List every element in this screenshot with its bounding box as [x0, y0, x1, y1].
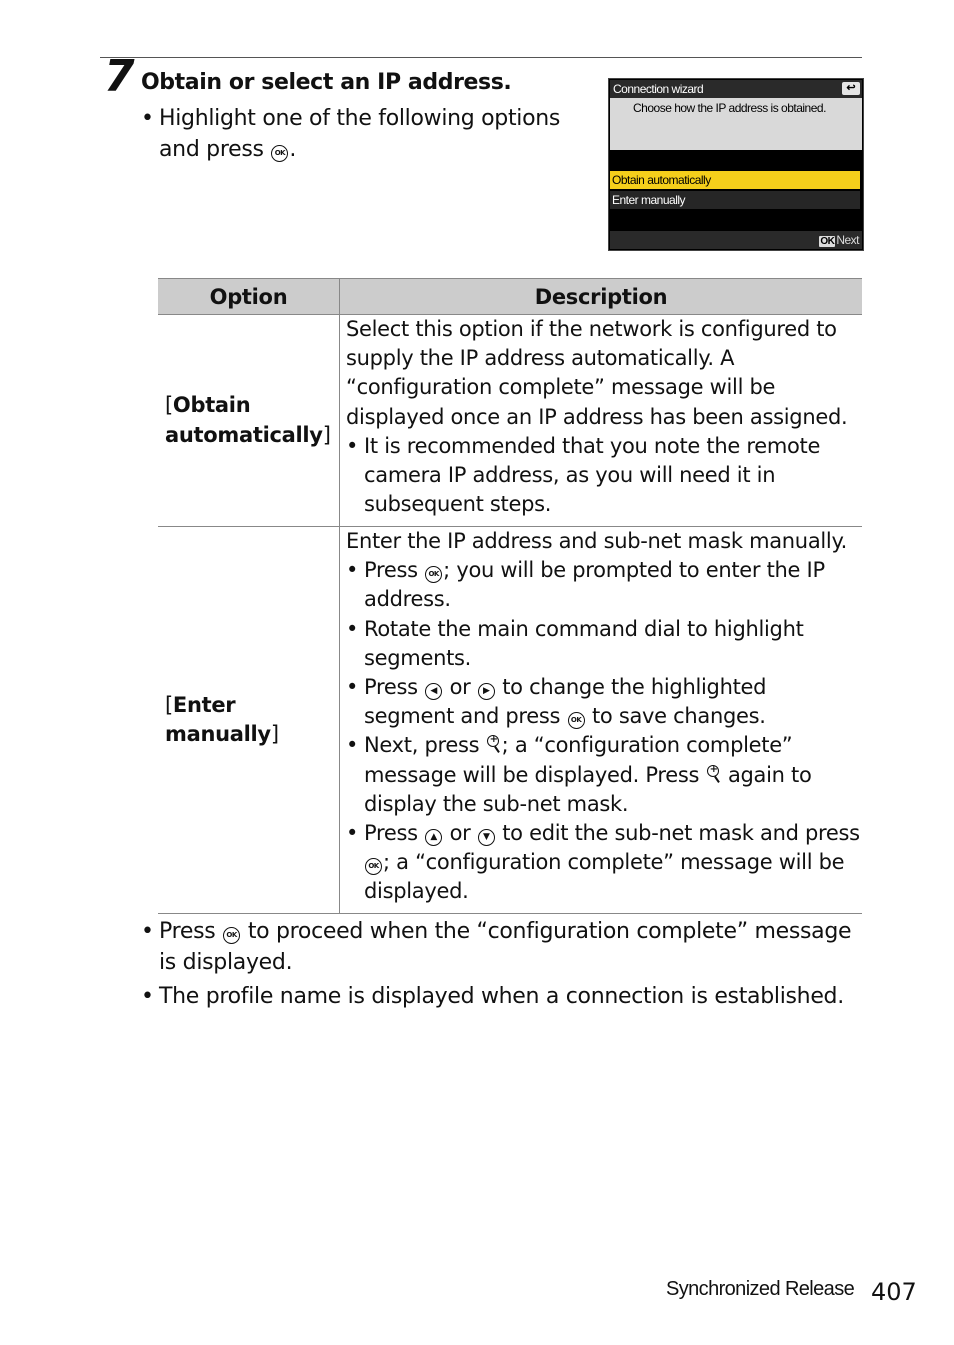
next-hint: OK Next — [820, 233, 859, 247]
options-table — [158, 278, 862, 914]
camera-title: Connection wizard — [613, 82, 704, 96]
ok-button-icon: OK — [271, 145, 288, 162]
camera-screen — [608, 78, 864, 251]
back-icon: ↩ — [842, 82, 860, 95]
list-item: • Press OK ; you will be prompted to enter the IP address. — [346, 558, 825, 612]
ok-button-icon: OK — [223, 927, 240, 944]
page-number: 407 — [871, 1278, 917, 1306]
list-item: • Next, press + ; a “configuration complete” message will be displayed. Press + again to display the sub-net mask. — [346, 733, 812, 816]
table-row — [158, 527, 862, 914]
intro-bullet: • Highlight one of the following options and press OK . — [141, 106, 561, 162]
list-item: • Rotate the main command dial to highlight segments. — [346, 616, 804, 670]
step-title: Obtain or select an IP address. — [141, 70, 512, 95]
ok-button-icon: OK — [365, 858, 382, 875]
table-row — [158, 315, 862, 527]
multi-selector-left-icon: ◀ — [425, 683, 442, 700]
zoom-in-button-icon: + — [707, 764, 721, 784]
list-item: • It is recommended that you note the remote camera IP address, as you will need it in subsequent steps. — [346, 433, 821, 517]
section-name: Synchronized Release — [666, 1278, 855, 1300]
camera-footer — [610, 231, 862, 249]
step-intro — [141, 103, 581, 165]
camera-option-enter-manually[interactable]: Enter manually — [610, 191, 860, 209]
camera-message: Choose how the IP address is obtained. — [610, 98, 862, 150]
description-cell — [340, 315, 863, 527]
zoom-in-button-icon: + — [487, 734, 501, 754]
top-rule — [100, 57, 862, 58]
list-item: • Press ▲ or ▼ to edit the sub-net mask and press OK ; a “configuration complete” message will be displayed. — [346, 821, 860, 904]
column-header-description: Description — [340, 279, 863, 315]
closing-notes — [141, 916, 863, 1015]
option-cell: [Obtain automatically] — [158, 315, 340, 527]
list-item: • Press OK to proceed when the “configuration complete” message is displayed. — [141, 919, 852, 975]
ok-button-icon: OK — [425, 566, 442, 583]
step-number: 7 — [104, 51, 135, 102]
list-item: • Press ◀ or ▶ to change the highlighted segment and press OK to save changes. — [346, 675, 767, 729]
column-header-option: Option — [158, 279, 340, 315]
camera-option-obtain-automatically[interactable]: Obtain automatically — [610, 171, 860, 189]
description-text: Enter the IP address and sub-net mask manually. — [346, 529, 847, 553]
multi-selector-down-icon: ▼ — [478, 829, 495, 846]
table-header-row — [158, 279, 862, 315]
multi-selector-right-icon: ▶ — [478, 683, 495, 700]
description-cell — [340, 527, 863, 914]
list-item: • The profile name is displayed when a connection is established. — [141, 984, 844, 1009]
option-name: Obtain automatically — [165, 393, 323, 447]
option-cell: [Enter manually] — [158, 527, 340, 914]
option-name: Enter manually — [165, 692, 271, 746]
description-text: Select this option if the network is configured to supply the IP address automatically. A “configuration complete” message will be displayed once an IP address has been assigned. — [346, 317, 848, 429]
camera-header — [610, 80, 862, 98]
ok-badge-icon: OK — [820, 236, 835, 247]
multi-selector-up-icon: ▲ — [425, 829, 442, 846]
ok-button-icon: OK — [568, 712, 585, 729]
